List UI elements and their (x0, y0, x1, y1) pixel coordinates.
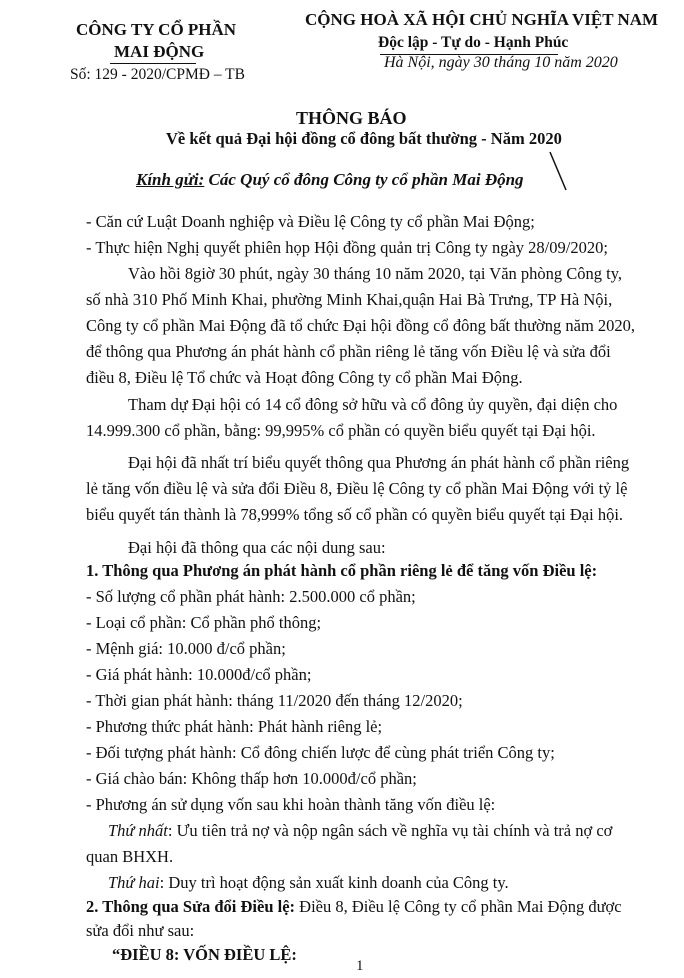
use-of-capital-second (108, 873, 509, 893)
basis-line-2: - Thực hiện Nghị quyết phiên họp Hội đồng quản trị Công ty ngày 28/09/2020; (86, 238, 608, 257)
page-number: 1 (356, 958, 364, 974)
para1-line: Vào hồi 8giờ 30 phút, ngày 30 tháng 10 năm 2020, tại Văn phòng Công ty, (128, 264, 623, 283)
company-name-line1: CÔNG TY CỔ PHẦN (76, 20, 237, 39)
use-of-capital-first (108, 821, 612, 841)
para1-line: số nhà 310 Phố Minh Khai, phường Minh Khai,quận Hai Bà Trưng, TP Hà Nội, (86, 290, 613, 309)
pen-stroke (548, 150, 570, 194)
place-and-date: Hà Nội, ngày 30 tháng 10 năm 2020 (384, 54, 618, 71)
para3-line: lẻ tăng vốn điều lệ và sửa đổi Điều 8, Điều lệ Công ty cổ phần Mai Động với tỷ lệ (86, 479, 628, 498)
nation-title: CỘNG HOÀ XÃ HỘI CHỦ NGHĨA VIỆT NAM (305, 10, 659, 29)
section2-text: Điều 8, Điều lệ Công ty cổ phần Mai Động được (295, 897, 622, 916)
article-heading: “ĐIỀU 8: VỐN ĐIỀU LỆ: (112, 945, 297, 964)
para2-line: Tham dự Đại hội có 14 cổ đông sở hữu và cổ đông ủy quyền, đại diện cho (128, 395, 618, 414)
section1-item: - Thời gian phát hành: tháng 11/2020 đến tháng 12/2020; (86, 691, 463, 710)
document-title: THÔNG BÁO (296, 108, 407, 128)
first-text: : Ưu tiên trả nợ và nộp ngân sách về nghĩa vụ tài chính và trả nợ cơ (167, 821, 613, 840)
para1-line: Công ty cổ phần Mai Động đã tổ chức Đại hội đồng cổ đông bất thường năm 2020, (86, 316, 636, 335)
recipient-line (136, 170, 524, 190)
basis-line-1: - Căn cứ Luật Doanh nghiệp và Điều lệ Công ty cổ phần Mai Động; (86, 212, 535, 231)
section1-item: - Giá chào bán: Không thấp hơn 10.000đ/cổ phần; (86, 769, 417, 788)
para3-line: Đại hội đã nhất trí biểu quyết thông qua Phương án phát hành cổ phần riêng (128, 453, 630, 472)
document-subtitle: Về kết quả Đại hội đồng cổ đông bất thường - Năm 2020 (166, 129, 562, 148)
section1-item: - Giá phát hành: 10.000đ/cổ phần; (86, 665, 312, 684)
para3-line: biểu quyết tán thành là 78,999% tổng số cổ phần có quyền biểu quyết tại Đại hội. (86, 505, 624, 524)
recipient-text: Các Quý cổ đông Công ty cổ phần Mai Động (208, 170, 524, 189)
section1-item: - Phương án sử dụng vốn sau khi hoàn thành tăng vốn điều lệ: (86, 795, 496, 814)
para2-line: 14.999.300 cổ phần, bằng: 99,995% cổ phần có quyền biểu quyết tại Đại hội. (86, 421, 596, 440)
para4-line: Đại hội đã thông qua các nội dung sau: (128, 538, 386, 557)
section1-item: - Phương thức phát hành: Phát hành riêng lẻ; (86, 717, 383, 736)
document-number: Số: 129 - 2020/CPMĐ – TB (70, 66, 245, 83)
section2-heading: 2. Thông qua Sửa đổi Điều lệ: (86, 897, 296, 916)
company-name-line2: MAI ĐỘNG (114, 42, 205, 61)
para1-line: để thông qua Phương án phát hành cổ phần riêng lẻ tăng vốn Điều lệ và sửa đổi (86, 342, 611, 361)
national-motto: Độc lập - Tự do - Hạnh Phúc (378, 34, 569, 51)
section1-item: - Mệnh giá: 10.000 đ/cổ phần; (86, 639, 286, 658)
section1-item: - Đối tượng phát hành: Cổ đông chiến lược để cùng phát triển Công ty; (86, 743, 555, 762)
first-label: Thứ nhất (108, 821, 168, 840)
section1-heading: 1. Thông qua Phương án phát hành cổ phần riêng lẻ để tăng vốn Điều lệ: (86, 561, 598, 580)
second-label: Thứ hai (108, 873, 160, 892)
para1-line: điều 8, Điều lệ Tổ chức và Hoạt đông Công ty cổ phần Mai Động. (86, 368, 523, 387)
section1-item: - Loại cổ phần: Cổ phần phổ thông; (86, 613, 322, 632)
section1-item: - Số lượng cổ phần phát hành: 2.500.000 cổ phần; (86, 587, 416, 606)
company-underline (110, 63, 196, 64)
recipient-label: Kính gửi: (136, 170, 205, 189)
use-of-capital-first-cont: quan BHXH. (86, 847, 174, 866)
second-text: : Duy trì hoạt động sản xuất kinh doanh của Công ty. (159, 873, 509, 892)
section2-text-cont: sửa đổi như sau: (86, 921, 195, 940)
section2-line (86, 897, 622, 917)
